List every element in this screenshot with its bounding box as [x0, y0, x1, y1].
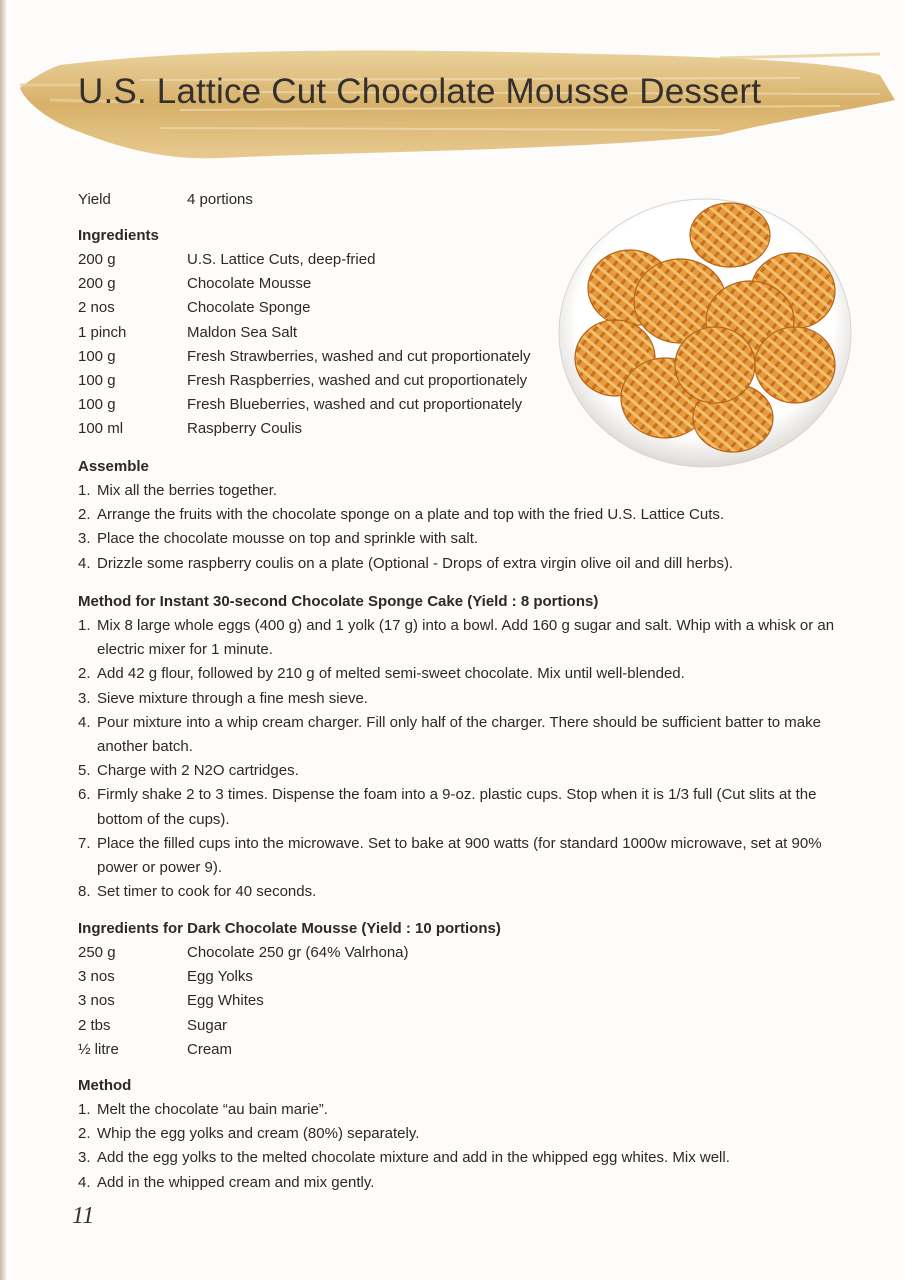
step-number: 3.: [78, 689, 91, 707]
ingredients-heading: Ingredients: [78, 227, 159, 244]
step-text: Set timer to cook for 40 seconds.: [97, 883, 317, 901]
mousse-ingredients-list: [78, 941, 501, 1062]
assemble-section: [78, 455, 857, 576]
mousse-method-section: [78, 1074, 857, 1195]
step-item: [78, 880, 857, 904]
ingredient-quantity: 200 g: [78, 251, 116, 268]
ingredient-quantity: 1 pinch: [78, 323, 127, 341]
step-text: Melt the chocolate “au bain marie”.: [97, 1101, 328, 1118]
step-number: 4.: [78, 554, 91, 572]
ingredient-quantity: 3 nos: [78, 992, 115, 1010]
sponge-method-heading: Method for Instant 30-second Chocolate Sponge Cake (Yield : 8 portions): [78, 593, 599, 610]
ingredient-quantity: 100 g: [78, 396, 116, 414]
ingredient-quantity: 200 g: [78, 275, 116, 293]
step-item: [78, 759, 857, 783]
step-text: Place the chocolate mousse on top and sprinkle with salt.: [97, 530, 479, 548]
step-number: 7.: [78, 834, 91, 852]
step-item: [78, 552, 857, 576]
ingredient-name: Raspberry Coulis: [187, 420, 303, 438]
step-text: Drizzle some raspberry coulis on a plate (Optional - Drops of extra virgin olive oil and dill herbs).: [97, 554, 734, 572]
ingredient-name: Maldon Sea Salt: [187, 323, 298, 341]
step-text: Charge with 2 N2O cartridges.: [97, 762, 299, 780]
step-item: [78, 1098, 857, 1122]
sponge-method-section: [78, 590, 857, 904]
step-item: [78, 832, 857, 880]
ingredient-row: [78, 989, 501, 1013]
step-item: [78, 527, 857, 551]
mousse-method-steps: [78, 1098, 857, 1195]
ingredient-name: Fresh Blueberries, washed and cut proportionately: [187, 396, 523, 414]
ingredient-quantity: 2 nos: [78, 299, 115, 317]
step-number: 1.: [78, 482, 91, 499]
mousse-ingredients-section: [78, 917, 501, 1062]
step-text: Pour mixture into a whip cream charger. Fill only half of the charger. There should be sufficient batter to make another batch.: [97, 713, 821, 756]
step-text: Add in the whipped cream and mix gently.: [97, 1173, 375, 1191]
ingredient-quantity: 100 g: [78, 371, 116, 389]
ingredient-row: [78, 345, 531, 369]
yield-value: 4 portions: [187, 191, 253, 208]
ingredient-row: [78, 248, 376, 272]
step-text: Add 42 g flour, followed by 210 g of melted semi-sweet chocolate. Mix until well-blended.: [97, 665, 685, 683]
ingredient-name: Egg Yolks: [187, 968, 253, 986]
ingredient-row: [78, 369, 528, 393]
step-text: Mix 8 large whole eggs (400 g) and 1 yolk (17 g) into a bowl. Add 160 g sugar and salt. Whip with a whisk or an electric mixer for 1 minute.: [97, 617, 835, 659]
ingredient-quantity: 100 g: [78, 347, 116, 365]
step-item: [78, 614, 857, 662]
ingredient-name: Fresh Raspberries, washed and cut proportionately: [187, 371, 528, 389]
ingredient-name: Chocolate Sponge: [187, 299, 311, 317]
page-number: 11: [72, 1203, 95, 1229]
step-item: [78, 783, 857, 831]
ingredient-row: [78, 393, 523, 417]
step-text: Mix all the berries together.: [97, 482, 278, 499]
assemble-steps: [78, 479, 857, 576]
mousse-ingredients-heading: Ingredients for Dark Chocolate Mousse (Yield : 10 portions): [78, 920, 501, 937]
step-item: [78, 1146, 857, 1170]
step-number: 1.: [78, 617, 91, 634]
step-item: [78, 1171, 857, 1195]
step-item: [78, 662, 857, 686]
step-text: Whip the egg yolks and cream (80%) separately.: [97, 1125, 420, 1143]
mousse-method-heading: Method: [78, 1077, 132, 1094]
ingredient-row: [78, 321, 298, 345]
ingredient-quantity: 3 nos: [78, 968, 115, 986]
step-number: 8.: [78, 883, 91, 901]
ingredient-quantity: 2 tbs: [78, 1016, 111, 1034]
ingredient-name: Egg Whites: [187, 992, 264, 1010]
ingredient-row: [78, 1014, 501, 1038]
step-number: 2.: [78, 506, 91, 524]
ingredient-quantity: ½ litre: [78, 1040, 119, 1058]
ingredient-quantity: 250 g: [78, 944, 116, 961]
step-text: Arrange the fruits with the chocolate sponge on a plate and top with the fried U.S. Lattice Cuts.: [97, 506, 725, 524]
step-text: Add the egg yolks to the melted chocolate mixture and add in the whipped egg whites. Mix well.: [97, 1149, 730, 1167]
ingredient-name: Cream: [187, 1040, 233, 1058]
step-text: Sieve mixture through a fine mesh sieve.: [97, 689, 368, 707]
step-number: 4.: [78, 1173, 91, 1191]
ingredients-section: [78, 224, 531, 442]
ingredient-row: [78, 272, 312, 296]
ingredient-name: U.S. Lattice Cuts, deep-fried: [187, 251, 376, 268]
ingredient-name: Chocolate Mousse: [187, 275, 312, 293]
step-number: 1.: [78, 1101, 91, 1118]
assemble-heading: Assemble: [78, 458, 149, 475]
step-number: 5.: [78, 762, 91, 780]
step-text: Firmly shake 2 to 3 times. Dispense the foam into a 9-oz. plastic cups. Stop when it is 1/3 full (Cut slits at the bottom of the cups).: [97, 786, 817, 828]
ingredient-row: [78, 965, 501, 989]
ingredient-quantity: 100 ml: [78, 420, 124, 438]
step-number: 3.: [78, 1149, 91, 1167]
ingredient-row: [78, 941, 501, 965]
step-item: [78, 687, 857, 711]
sponge-method-steps: [78, 614, 857, 904]
step-number: 3.: [78, 530, 91, 548]
step-number: 4.: [78, 713, 91, 731]
step-item: [78, 711, 857, 759]
ingredients-list: [78, 248, 531, 442]
step-item: [78, 503, 857, 527]
yield-label: Yield: [78, 191, 111, 208]
recipe-title: U.S. Lattice Cut Chocolate Mousse Dessert: [78, 72, 762, 111]
step-number: 2.: [78, 1125, 91, 1143]
ingredient-name: Chocolate 250 gr (64% Valrhona): [187, 944, 409, 961]
ingredient-name: Sugar: [187, 1016, 228, 1034]
page-binding-edge: [0, 0, 6, 1280]
ingredient-name: Fresh Strawberries, washed and cut proportionately: [187, 347, 531, 365]
step-number: 6.: [78, 786, 91, 804]
ingredient-row: [78, 1038, 501, 1062]
step-item: [78, 1122, 857, 1146]
lattice-fries-plate-photo: [555, 193, 855, 473]
step-item: [78, 479, 857, 503]
ingredient-row: [78, 296, 311, 320]
ingredient-row: [78, 417, 303, 441]
step-text: Place the filled cups into the microwave. Set to bake at 900 watts (for standard 1000w microwave, set at 90% power or power 9).: [97, 834, 822, 877]
step-number: 2.: [78, 665, 91, 683]
